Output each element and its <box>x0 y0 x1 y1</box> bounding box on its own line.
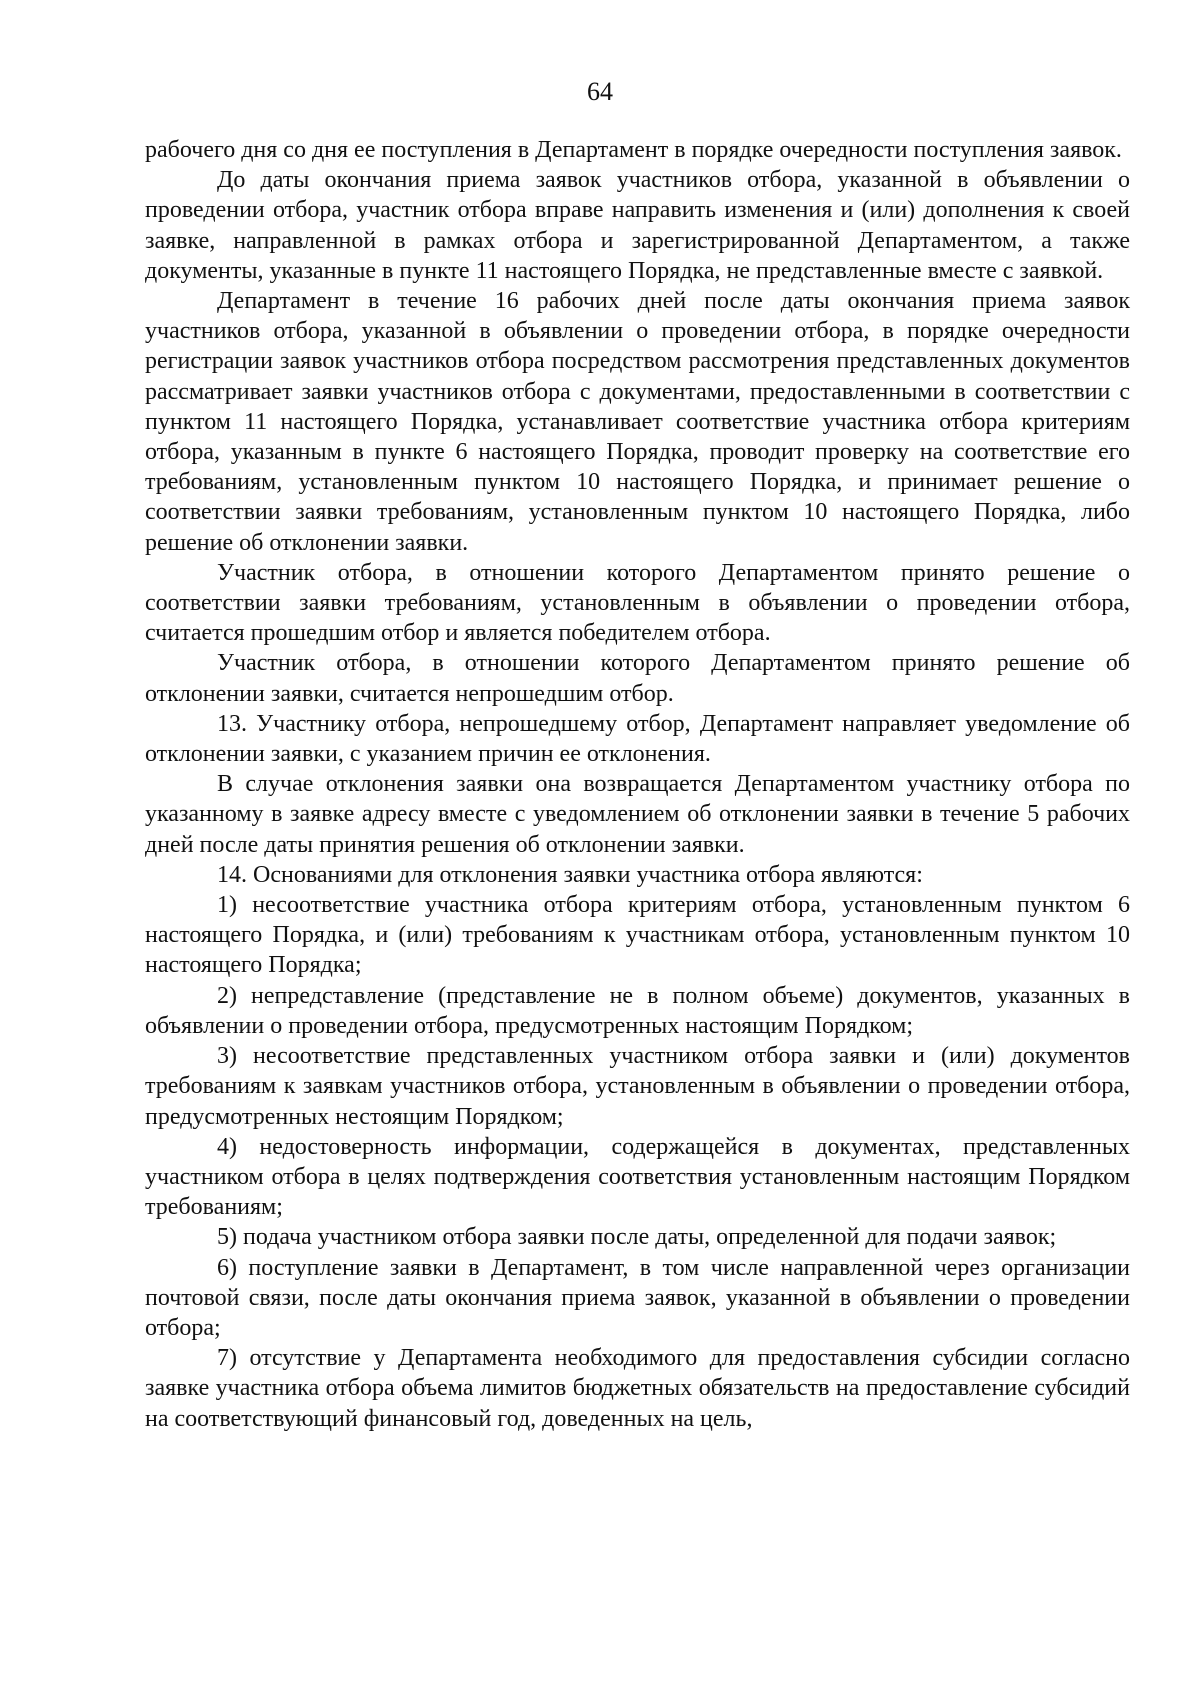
paragraph: В случае отклонения заявки она возвращается Департаментом участнику отбора по указанному в заявке адресу вместе с уведомлением об отклонении заявки в течение 5 рабочих дней после даты принятия решения об отклонении заявки. <box>145 771 1130 858</box>
list-item: 7) отсутствие у Департамента необходимого для предоставления субсидии согласно заявке участника отбора объема лимитов бюджетных обязательств на предоставление субсидий на соответствующий финансовый год, доведенных на цель, <box>145 1345 1130 1432</box>
paragraph: До даты окончания приема заявок участников отбора, указанной в объявлении о проведении отбора, участник отбора вправе направить изменения и (или) дополнения к своей заявке, направленной в рамках отбора и зарегистрированной Департаментом, а также документы, указанные в пункте 11 настоящего Порядка, не представленные вместе с заявкой. <box>145 167 1130 284</box>
list-item: 3) несоответствие представленных участником отбора заявки и (или) документов требованиям к заявкам участников отбора, установленным в объявлении о проведении отбора, предусмотренных нестоящим Порядком; <box>145 1043 1130 1130</box>
paragraph: Департамент в течение 16 рабочих дней после даты окончания приема заявок участников отбора, указанной в объявлении о проведении отбора, в порядке очередности регистрации заявок участников отбора посредством рассмотрения представленных документов рассматривает заявки участников отбора с документами, предоставленными в соответствии с пунктом 11 настоящего Порядка, устанавливает соответствие участника отбора критериям отбора, указанным в пункте 6 настоящего Порядка, проводит проверку на соответствие его требованиям, установленным пунктом 10 настоящего Порядка, и принимает решение о соответствии заявки требованиям, установленным пунктом 10 настоящего Порядка, либо решение об отклонении заявки. <box>145 288 1130 556</box>
list-item: 4) недостоверность информации, содержащейся в документах, представленных участником отбора в целях подтверждения соответствия установленным настоящим Порядком требованиям; <box>145 1133 1130 1221</box>
list-item: 6) поступление заявки в Департамент, в том числе направленной через организации почтовой связи, после даты окончания приема заявок, указанной в объявлении о проведении отбора; <box>145 1254 1130 1341</box>
paragraph: 13. Участнику отбора, непрошедшему отбор, Департамент направляет уведомление об отклонении заявки, с указанием причин ее отклонения. <box>145 710 1130 768</box>
document-body <box>145 135 1130 1434</box>
list-item: 5) подача участником отбора заявки после даты, определенной для подачи заявок; <box>217 1224 1057 1251</box>
paragraph: 14. Основаниями для отклонения заявки участника отбора являются: <box>217 861 923 888</box>
page-number: 64 <box>587 77 613 106</box>
list-item: 2) непредставление (представление не в полном объеме) документов, указанных в объявлении о проведении отбора, предусмотренных настоящим Порядком; <box>145 982 1130 1039</box>
list-item: 1) несоответствие участника отбора критериям отбора, установленным пунктом 6 настоящего Порядка, и (или) требованиям к участникам отбора, установленным пунктом 10 настоящего Порядка; <box>145 892 1130 979</box>
paragraph: Участник отбора, в отношении которого Департаментом принято решение о соответствии заявки требованиям, установленным в объявлении о проведении отбора, считается прошедшим отбор и является победителем отбора. <box>145 559 1130 647</box>
paragraph: рабочего дня со дня ее поступления в Департамент в порядке очередности поступления заявок. <box>145 137 1122 163</box>
paragraph: Участник отбора, в отношении которого Департаментом принято решение об отклонении заявки, считается непрошедшим отбор. <box>145 650 1130 707</box>
